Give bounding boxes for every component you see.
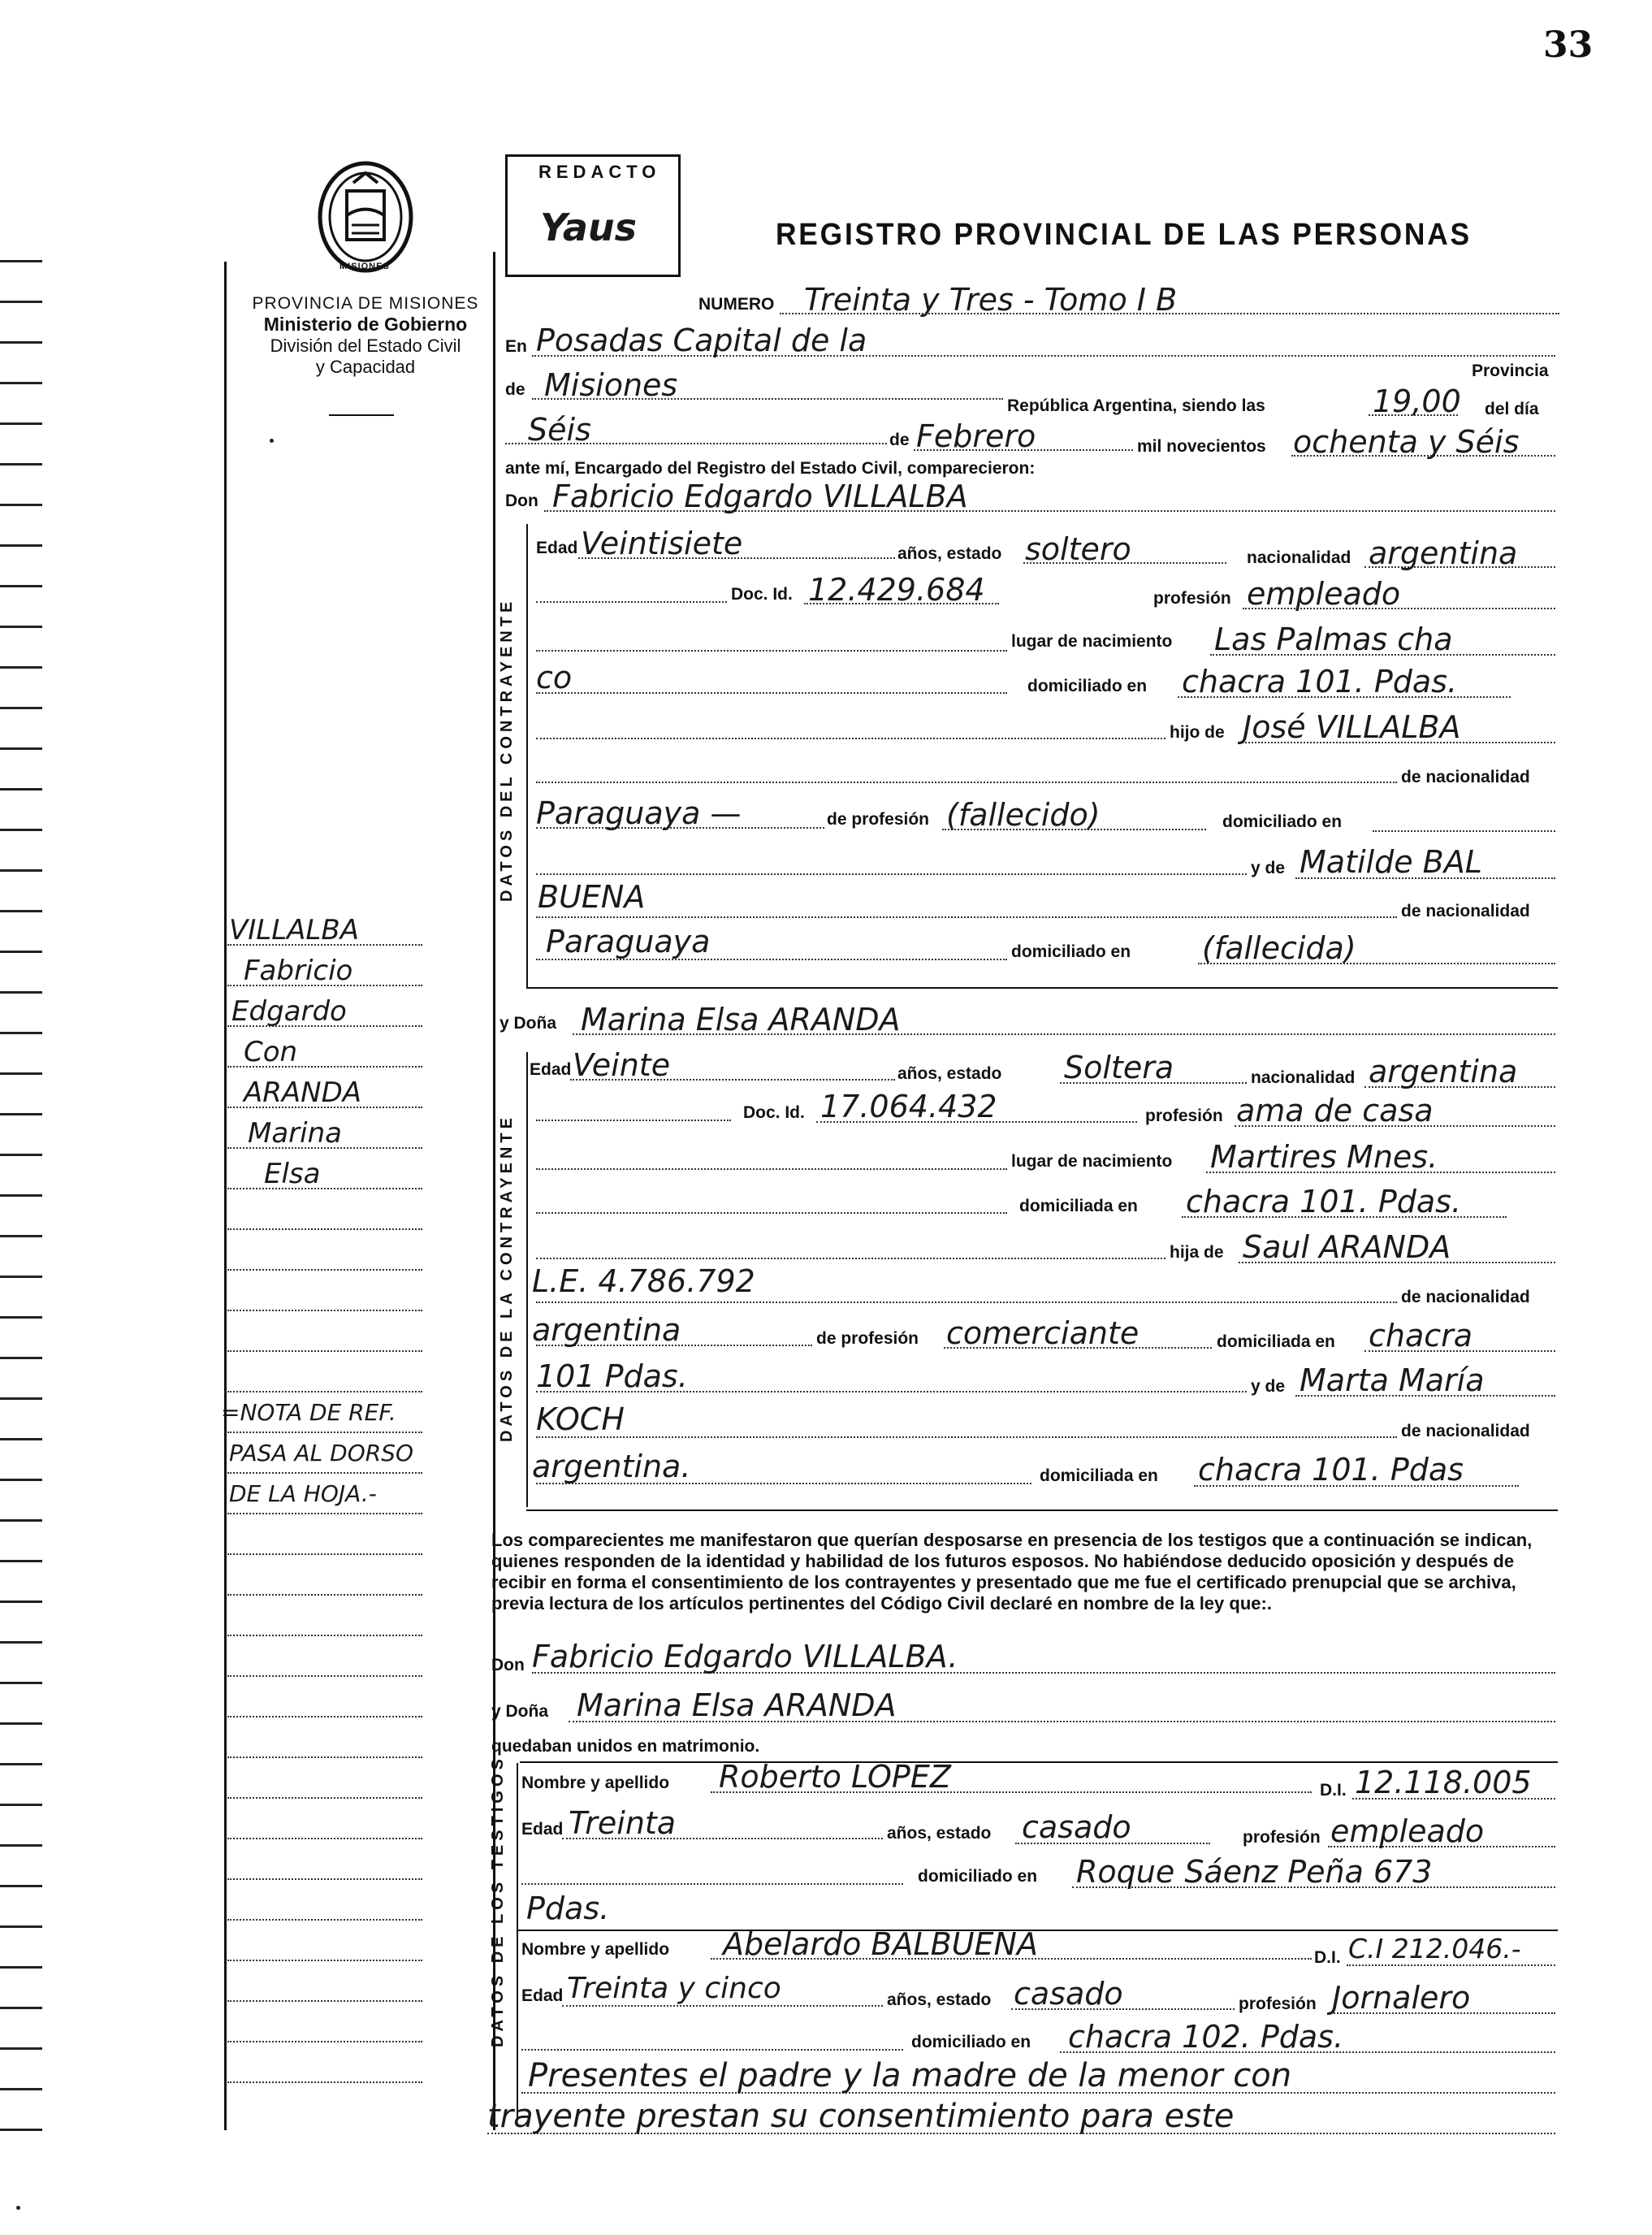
w2-nombre-label: Nombre y apellido bbox=[521, 1940, 670, 1959]
numero-label: NUMERO bbox=[698, 295, 775, 314]
bride-estado[interactable]: Soltera bbox=[1064, 1050, 1174, 1085]
bride-dom-label: domiciliada en bbox=[1019, 1197, 1138, 1215]
bride-padre-dom-b[interactable]: 101 Pdas. bbox=[536, 1358, 688, 1394]
del-dia-label: del día bbox=[1485, 400, 1539, 418]
mil-label: mil novecientos bbox=[1137, 437, 1266, 456]
groom-nac-label: nacionalidad bbox=[1247, 548, 1351, 567]
en-label: En bbox=[505, 337, 527, 356]
groom-profesion[interactable]: empleado bbox=[1247, 576, 1401, 612]
groom-estado[interactable]: soltero bbox=[1025, 531, 1131, 567]
w2-domicilio[interactable]: chacra 102. Pdas. bbox=[1068, 2019, 1344, 2055]
de-mes-label: de bbox=[889, 431, 910, 449]
margin-note-0: VILLALBA bbox=[229, 914, 359, 946]
groom-madre-a[interactable]: Matilde BAL bbox=[1300, 844, 1482, 880]
w1-domicilio-a[interactable]: Roque Sáenz Peña 673 bbox=[1076, 1854, 1433, 1890]
w1-di[interactable]: 12.118.005 bbox=[1355, 1765, 1532, 1800]
provincia-value[interactable]: Misiones bbox=[544, 367, 678, 403]
bride-padre-nac[interactable]: argentina bbox=[532, 1312, 681, 1348]
decl-closing: quedaban unidos en matrimonio. bbox=[491, 1737, 760, 1756]
margin-ref-1: PASA AL DORSO bbox=[229, 1440, 413, 1466]
groom-prof-label: profesión bbox=[1153, 589, 1231, 608]
bride-madre-a[interactable]: Marta María bbox=[1300, 1362, 1485, 1398]
bride-madre-nac[interactable]: argentina. bbox=[532, 1449, 691, 1484]
groom-padre-prof[interactable]: (fallecido) bbox=[946, 797, 1101, 833]
bride-padre-prof[interactable]: comerciante bbox=[946, 1315, 1140, 1351]
numero-value[interactable]: Treinta y Tres - Tomo I B bbox=[804, 282, 1178, 318]
dia-value[interactable]: Séis bbox=[528, 412, 591, 448]
agency-capacity: y Capacidad bbox=[315, 357, 416, 377]
groom-nacionalidad[interactable]: argentina bbox=[1369, 535, 1518, 571]
w2-di-label: D.I. bbox=[1314, 1948, 1341, 1967]
w1-prof-label: profesión bbox=[1243, 1828, 1321, 1847]
bride-y-de-label: y de bbox=[1251, 1377, 1286, 1396]
groom-hijo-label: hijo de bbox=[1170, 723, 1225, 742]
bride-madre-dom[interactable]: chacra 101. Pdas bbox=[1198, 1452, 1464, 1488]
bride-section-border bbox=[526, 1052, 528, 1507]
bride-nacionalidad[interactable]: argentina bbox=[1369, 1054, 1518, 1089]
anio-value[interactable]: ochenta y Séis bbox=[1293, 424, 1520, 460]
mes-value[interactable]: Febrero bbox=[916, 418, 1036, 454]
margin-note-4: ARANDA bbox=[244, 1076, 362, 1109]
bride-anios-label: años, estado bbox=[897, 1064, 1002, 1083]
groom-lugar-a[interactable]: Las Palmas cha bbox=[1214, 622, 1453, 657]
groom-name[interactable]: Fabricio Edgardo VILLALBA bbox=[552, 479, 968, 514]
w2-profesion[interactable]: Jornalero bbox=[1332, 1980, 1471, 2016]
redacto-label: REDACTO bbox=[538, 162, 661, 182]
provincia-label: Provincia bbox=[1472, 362, 1549, 380]
bride-name[interactable]: Marina Elsa ARANDA bbox=[581, 1002, 901, 1037]
agency-block bbox=[236, 294, 495, 378]
groom-madre-nac[interactable]: Paraguaya bbox=[546, 924, 711, 959]
bride-edad[interactable]: Veinte bbox=[573, 1047, 671, 1083]
page-number: 33 bbox=[1543, 24, 1594, 66]
groom-edad[interactable]: Veintisiete bbox=[581, 526, 743, 561]
stray-dot bbox=[270, 439, 274, 443]
margin-note-5: Marina bbox=[248, 1117, 342, 1150]
bride-madre-nac-label: de nacionalidad bbox=[1401, 1422, 1530, 1440]
margin-note-6: Elsa bbox=[264, 1158, 321, 1190]
bride-lugar-label: lugar de nacimiento bbox=[1011, 1152, 1173, 1171]
en-value[interactable]: Posadas Capital de la bbox=[536, 323, 867, 358]
groom-dom-label: domiciliado en bbox=[1027, 677, 1148, 695]
bride-lugar[interactable]: Martires Mnes. bbox=[1210, 1139, 1438, 1175]
groom-domicilio[interactable]: chacra 101. Pdas. bbox=[1182, 664, 1458, 700]
bride-nac-label: nacionalidad bbox=[1251, 1068, 1356, 1087]
bride-padre-dom-a[interactable]: chacra bbox=[1369, 1318, 1473, 1354]
groom-padre-prof-label: de profesión bbox=[827, 810, 930, 829]
w2-di[interactable]: C.I 212.046.- bbox=[1348, 1933, 1521, 1964]
bride-padre-doc[interactable]: L.E. 4.786.792 bbox=[532, 1263, 755, 1299]
bride-section-label: DATOS DE LA CONTRAYENTE bbox=[498, 1114, 516, 1442]
w2-edad[interactable]: Treinta y cinco bbox=[567, 1972, 781, 2005]
bride-hija-label: hija de bbox=[1170, 1243, 1224, 1262]
groom-padre-dom-label: domiciliado en bbox=[1222, 812, 1343, 831]
bride-padre-prof-label: de profesión bbox=[816, 1329, 919, 1348]
margin-note-1: Fabricio bbox=[244, 955, 353, 987]
w2-nombre[interactable]: Abelardo BALBUENA bbox=[723, 1926, 1038, 1962]
bride-madre-dom-label: domiciliada en bbox=[1040, 1466, 1158, 1485]
w1-edad-label: Edad bbox=[521, 1820, 564, 1839]
redacto-box bbox=[505, 154, 681, 277]
w1-dom-label: domiciliado en bbox=[918, 1867, 1038, 1886]
bride-prof-label: profesión bbox=[1145, 1107, 1223, 1125]
bride-doc-label: Doc. Id. bbox=[743, 1103, 805, 1122]
margin-note-2: Edgardo bbox=[231, 995, 347, 1028]
margin-note-3: Con bbox=[244, 1036, 298, 1068]
w2-dom-label: domiciliado en bbox=[911, 2033, 1031, 2051]
groom-don-label: Don bbox=[505, 492, 538, 510]
bride-profesion[interactable]: ama de casa bbox=[1236, 1093, 1434, 1128]
groom-doc-label: Doc. Id. bbox=[731, 585, 793, 604]
bride-domicilio[interactable]: chacra 101. Pdas. bbox=[1186, 1184, 1462, 1219]
ante-label: ante mí, Encargado del Registro del Estado Civil, comparecieron: bbox=[505, 459, 1036, 478]
w2-anios-label: años, estado bbox=[887, 1990, 992, 2009]
w1-domicilio-b[interactable]: Pdas. bbox=[526, 1891, 610, 1926]
groom-padre-nac[interactable]: Paraguaya — bbox=[536, 795, 742, 831]
bride-padre-nac-label: de nacionalidad bbox=[1401, 1288, 1530, 1306]
groom-section-label: DATOS DEL CONTRAYENTE bbox=[498, 597, 516, 902]
decl-don-label: Don bbox=[491, 1656, 525, 1674]
w1-profesion[interactable]: empleado bbox=[1330, 1813, 1485, 1849]
registry-heading: REGISTRO PROVINCIAL DE LAS PERSONAS bbox=[776, 218, 1472, 252]
bride-doc[interactable]: 17.064.432 bbox=[820, 1089, 997, 1124]
w1-di-label: D.I. bbox=[1320, 1781, 1347, 1800]
declaration-text: Los comparecientes me manifestaron que querían desposarse en presencia de los testigos que a continuación se indican, quienes responden de la identidad y habilidad de los futuros esposos. No habiéndose deducido oposición y después de recibir en forma el consentimiento de los contrayentes y presentado que me fue el certificado prenupcial que se archiva, previa lectura de los artículos pertinentes del Código Civil declaré en nombre de la ley que:. bbox=[491, 1530, 1533, 1613]
margin-ref-2: DE LA HOJA.- bbox=[229, 1480, 377, 1507]
w1-nombre-label: Nombre y apellido bbox=[521, 1774, 670, 1792]
republica-label: República Argentina, siendo las bbox=[1007, 396, 1265, 415]
w1-edad[interactable]: Treinta bbox=[569, 1805, 677, 1841]
groom-doc[interactable]: 12.429.684 bbox=[808, 572, 985, 608]
w1-nombre[interactable]: Roberto LOPEZ bbox=[719, 1759, 951, 1795]
stray-dot bbox=[16, 2206, 20, 2210]
decl-dona-label: y Doña bbox=[491, 1702, 549, 1721]
redacto-signature: Yaus bbox=[540, 206, 638, 249]
seal-label: MISIONES bbox=[339, 262, 390, 271]
bride-padre-dom-label: domiciliada en bbox=[1217, 1332, 1335, 1351]
agency-underline bbox=[329, 414, 394, 416]
w2-estado[interactable]: casado bbox=[1014, 1976, 1123, 2012]
groom-madre-b[interactable]: BUENA bbox=[538, 879, 646, 915]
hora-value[interactable]: 19,00 bbox=[1373, 383, 1461, 419]
groom-madre-dom[interactable]: (fallecida) bbox=[1202, 930, 1356, 966]
groom-madre-nac-label: de nacionalidad bbox=[1401, 902, 1530, 920]
w1-anios-label: años, estado bbox=[887, 1824, 992, 1843]
bride-dona-label: y Doña bbox=[499, 1014, 557, 1033]
agency-division: División del Estado Civil bbox=[270, 336, 461, 356]
agency-province: PROVINCIA DE MISIONES bbox=[252, 294, 479, 313]
left-column-border bbox=[224, 262, 227, 2130]
de-label: de bbox=[505, 380, 525, 399]
bride-madre-b[interactable]: KOCH bbox=[536, 1401, 625, 1437]
groom-madre-dom-label: domiciliado en bbox=[1011, 942, 1131, 961]
margin-ref-0: =NOTA DE REF. bbox=[221, 1399, 396, 1426]
groom-lugar-b[interactable]: co bbox=[536, 660, 573, 695]
witness-section-border bbox=[517, 1763, 518, 2120]
bride-padre[interactable]: Saul ARANDA bbox=[1243, 1229, 1451, 1265]
groom-edad-label: Edad bbox=[536, 539, 578, 557]
w1-estado[interactable]: casado bbox=[1022, 1809, 1131, 1845]
note-line-2[interactable]: trayente prestan su consentimiento para este bbox=[487, 2098, 1235, 2135]
bride-edad-label: Edad bbox=[530, 1060, 572, 1079]
groom-y-de-label: y de bbox=[1251, 859, 1286, 877]
groom-lugar-label: lugar de nacimiento bbox=[1011, 632, 1173, 651]
groom-section-border bbox=[526, 524, 528, 987]
groom-padre[interactable]: José VILLALBA bbox=[1243, 709, 1461, 745]
decl-dona-name[interactable]: Marina Elsa ARANDA bbox=[577, 1687, 897, 1723]
w2-edad-label: Edad bbox=[521, 1986, 564, 2005]
note-line-1[interactable]: Presentes el padre y la madre de la menor con bbox=[528, 2057, 1292, 2094]
witness-section-label: DATOS DE LOS TESTIGOS bbox=[489, 1755, 507, 2047]
decl-don-name[interactable]: Fabricio Edgardo VILLALBA. bbox=[532, 1639, 958, 1674]
agency-ministry: Ministerio de Gobierno bbox=[263, 314, 468, 335]
w2-prof-label: profesión bbox=[1239, 1995, 1317, 2013]
groom-padre-nac-label: de nacionalidad bbox=[1401, 768, 1530, 786]
groom-anios-label: años, estado bbox=[897, 544, 1002, 563]
